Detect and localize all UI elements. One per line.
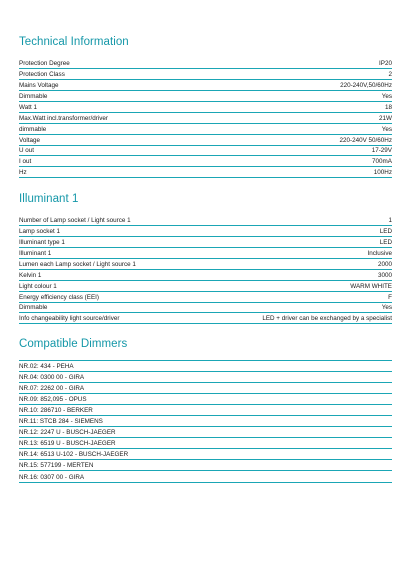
row-label: Kelvin 1: [19, 271, 42, 279]
compatible-dimmers-title: Compatible Dimmers: [19, 338, 128, 350]
table-row: [19, 292, 392, 303]
table-row: [19, 303, 392, 314]
technical-info-title: Technical Information: [19, 36, 129, 48]
dimmer-label: NR.02: 434 - PEHA: [19, 363, 74, 371]
list-item: [19, 449, 392, 460]
technical-info-table: [19, 58, 392, 178]
row-value: 700mA: [372, 158, 392, 166]
row-value: Yes: [381, 125, 392, 133]
illuminant-title: Illuminant 1: [19, 193, 79, 205]
table-row: [19, 237, 392, 248]
row-value: IP20: [379, 59, 392, 67]
table-row: [19, 113, 392, 124]
table-row: [19, 135, 392, 146]
list-item: [19, 438, 392, 449]
dimmer-label: NR.13: 6519 U - BUSCH-JAEGER: [19, 440, 116, 448]
row-value: F: [388, 293, 392, 301]
table-row: [19, 270, 392, 281]
table-row: [19, 313, 392, 324]
table-row: [19, 58, 392, 69]
row-label: Mains Voltage: [19, 81, 59, 89]
row-value: 220-240V,50/60Hz: [340, 81, 392, 89]
table-row: [19, 156, 392, 167]
row-value: Yes: [381, 92, 392, 100]
table-row: [19, 146, 392, 157]
row-label: Light colour 1: [19, 282, 57, 290]
row-value: 220-240V 50/60Hz: [339, 136, 392, 144]
row-value: LED: [379, 238, 392, 246]
row-value: 3000: [377, 271, 392, 279]
row-label: Number of Lamp socket / Light source 1: [19, 216, 131, 224]
row-value: 2: [388, 70, 392, 78]
row-label: I out: [19, 158, 32, 166]
row-label: Dimmable: [19, 92, 48, 100]
row-value: 1: [388, 216, 392, 224]
list-item: [19, 471, 392, 482]
row-value: 21W: [379, 114, 392, 122]
list-item: [19, 416, 392, 427]
list-item: [19, 394, 392, 405]
row-value: WARM WHITE: [350, 282, 392, 290]
table-row: [19, 167, 392, 178]
row-label: Info changeability light source/driver: [19, 315, 120, 323]
row-label: dimmable: [19, 125, 47, 133]
dimmer-label: NR.10: 286710 - BERKER: [19, 407, 93, 415]
table-row: [19, 102, 392, 113]
row-value: Inclusive: [367, 249, 392, 257]
dimmer-label: NR.15: 577199 - MERTEN: [19, 462, 94, 470]
row-label: Voltage: [19, 136, 41, 144]
row-label: Max.Watt incl.transformer/driver: [19, 114, 108, 122]
row-label: U out: [19, 147, 35, 155]
dimmer-label: NR.16: 0307 00 - GIRA: [19, 473, 85, 481]
row-value: 18: [384, 103, 392, 111]
row-label: Watt 1: [19, 103, 37, 111]
table-row: [19, 248, 392, 259]
row-value: Yes: [381, 304, 392, 312]
dimmer-label: NR.11: STCB 284 - SIEMENS: [19, 418, 103, 426]
table-row: [19, 91, 392, 102]
row-label: Protection Class: [19, 70, 65, 78]
dimmer-label: NR.07: 2262 00 - GIRA: [19, 385, 85, 393]
illuminant-table: [19, 215, 392, 324]
list-item: [19, 383, 392, 394]
list-item: [19, 460, 392, 471]
row-value: LED + driver can be exchanged by a specialist: [262, 315, 392, 323]
table-row: [19, 215, 392, 226]
table-row: [19, 124, 392, 135]
dimmer-label: NR.09: 852,095 - OPUS: [19, 396, 87, 404]
row-label: Hz: [19, 169, 27, 177]
dimmer-label: NR.12: 2247 U - BUSCH-JAEGER: [19, 429, 116, 437]
table-row: [19, 226, 392, 237]
row-label: Illuminant type 1: [19, 238, 65, 246]
row-value: 2000: [377, 260, 392, 268]
table-row: [19, 259, 392, 270]
row-label: Protection Degree: [19, 59, 70, 67]
table-row: [19, 281, 392, 292]
row-label: Lumen each Lamp socket / Light source 1: [19, 260, 136, 268]
table-row: [19, 69, 392, 80]
list-item: [19, 372, 392, 383]
row-value: LED: [379, 227, 392, 235]
row-value: 17-29V: [371, 147, 392, 155]
compatible-dimmers-list: [19, 360, 392, 483]
list-item: [19, 361, 392, 372]
row-label: Dimmable: [19, 304, 48, 312]
list-item: [19, 427, 392, 438]
dimmer-label: NR.04: 0300 00 - GIRA: [19, 374, 85, 382]
table-row: [19, 80, 392, 91]
row-label: Illuminant 1: [19, 249, 52, 257]
row-label: Energy efficiency class (EEI): [19, 293, 100, 301]
row-value: 100Hz: [373, 169, 392, 177]
dimmer-label: NR.14: 6513 U-102 - BUSCH-JAEGER: [19, 451, 129, 459]
list-item: [19, 405, 392, 416]
row-label: Lamp socket 1: [19, 227, 60, 235]
